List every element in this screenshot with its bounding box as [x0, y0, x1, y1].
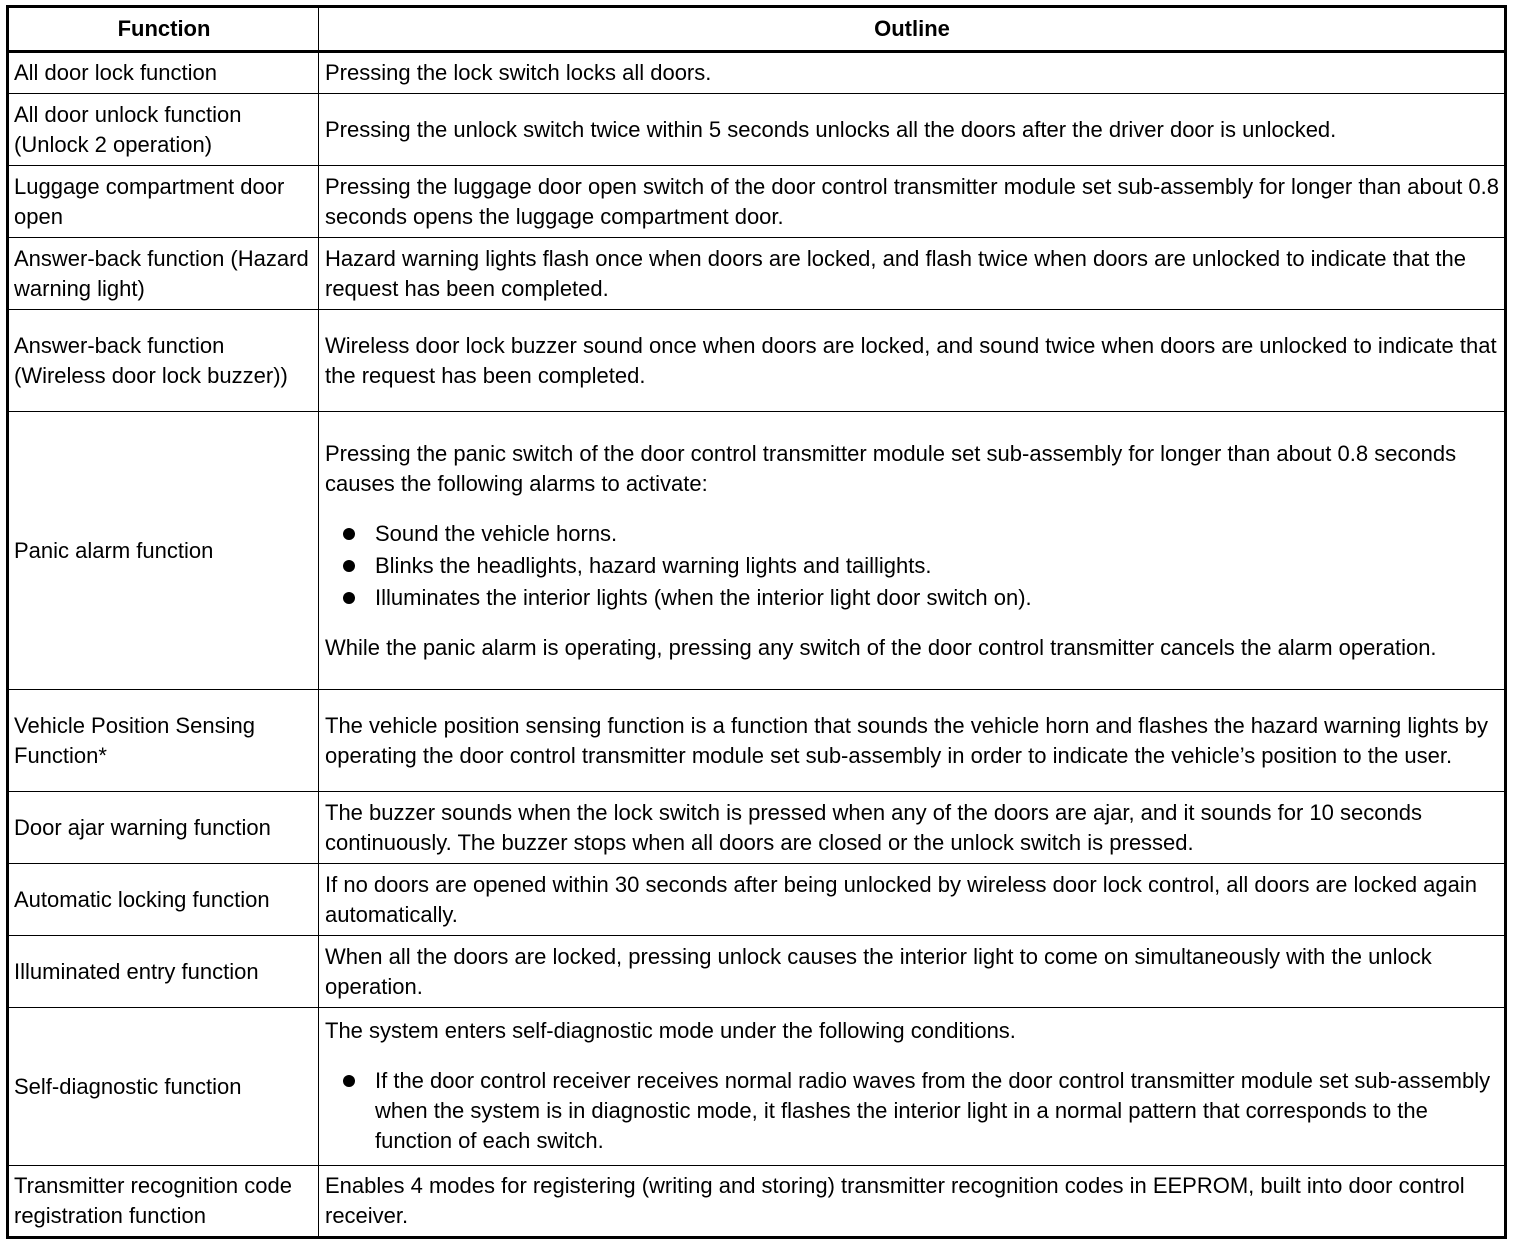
bullet-item: If the door control receiver receives normal radio waves from the door control transmitter module set sub-assembly when the system is in diagnostic mode, it flashes the interior light in a normal pattern that corresponds to the function of each switch.	[339, 1066, 1500, 1156]
outline-text: The buzzer sounds when the lock switch is pressed when any of the doors are ajar, and it sounds for 10 seconds continuously. The buzzer stops when all doors are closed or the unlock switch is pressed.	[325, 799, 1422, 855]
outline-cell	[319, 792, 1506, 864]
function-cell: Self-diagnostic function	[8, 1008, 319, 1166]
bullet-item: Blinks the headlights, hazard warning lights and taillights.	[339, 551, 1500, 581]
outline-text: Enables 4 modes for registering (writing and storing) transmitter recognition codes in EEPROM, built into door control receiver.	[325, 1173, 1465, 1228]
outline-text: Pressing the luggage door open switch of the door control transmitter module set sub-assembly for longer than about 0.8 seconds opens the luggage compartment door.	[325, 173, 1500, 229]
function-cell: All door unlock function (Unlock 2 operation)	[8, 94, 319, 166]
header-outline: Outline	[319, 7, 1506, 52]
table-row	[8, 310, 1506, 412]
outline-text: Hazard warning lights flash once when doors are locked, and flash twice when doors are unlocked to indicate that the request has been completed.	[325, 245, 1467, 301]
table-row	[8, 412, 1506, 690]
header-function: Function	[8, 7, 319, 52]
table-row	[8, 238, 1506, 310]
outline-cell	[319, 936, 1506, 1008]
function-cell: Panic alarm function	[8, 412, 319, 690]
bullet-item: Sound the vehicle horns.	[339, 519, 1500, 549]
bullet-list	[325, 519, 1500, 613]
table-row	[8, 52, 1506, 94]
outline-cell	[319, 690, 1506, 792]
table-row	[8, 1166, 1506, 1238]
outline-cell	[319, 1166, 1506, 1238]
header-row	[8, 7, 1506, 52]
outline-cell	[319, 412, 1506, 690]
bullet-list	[325, 1066, 1500, 1156]
table-row	[8, 94, 1506, 166]
outline-text: Pressing the lock switch locks all doors.	[325, 60, 712, 85]
outline-text: Wireless door lock buzzer sound once when doors are locked, and sound twice when doors are unlocked to indicate that the request has been completed.	[325, 332, 1497, 388]
function-cell: Vehicle Position Sensing Function*	[8, 690, 319, 792]
outline-cell	[319, 52, 1506, 94]
function-cell: Transmitter recognition code registration function	[8, 1166, 319, 1238]
function-cell: Illuminated entry function	[8, 936, 319, 1008]
outline-text: The vehicle position sensing function is a function that sounds the vehicle horn and flashes the hazard warning lights by operating the door control transmitter module set sub-assembly in order to indicate the vehicle’s position to the user.	[325, 712, 1489, 768]
function-cell: All door lock function	[8, 52, 319, 94]
table-row	[8, 792, 1506, 864]
outline-cell	[319, 238, 1506, 310]
table-row	[8, 166, 1506, 238]
table-row	[8, 1008, 1506, 1166]
outline-cell	[319, 1008, 1506, 1166]
function-cell: Answer-back function (Wireless door lock buzzer))	[8, 310, 319, 412]
table-row	[8, 936, 1506, 1008]
function-cell: Door ajar warning function	[8, 792, 319, 864]
outline-text: The system enters self-diagnostic mode under the following conditions.	[325, 1017, 1016, 1043]
outline-cell	[319, 864, 1506, 936]
function-cell: Luggage compartment door open	[8, 166, 319, 238]
outline-text: Pressing the panic switch of the door control transmitter module set sub-assembly for longer than about 0.8 seconds causes the following alarms to activate:	[325, 440, 1457, 496]
function-cell: Automatic locking function	[8, 864, 319, 936]
table-row	[8, 690, 1506, 792]
outline-cell	[319, 166, 1506, 238]
table-row	[8, 864, 1506, 936]
table-body	[8, 52, 1506, 1238]
function-cell: Answer-back function (Hazard warning light)	[8, 238, 319, 310]
outline-text: If no doors are opened within 30 seconds after being unlocked by wireless door lock control, all doors are locked again automatically.	[325, 871, 1478, 927]
outline-text: When all the doors are locked, pressing unlock causes the interior light to come on simultaneously with the unlock operation.	[325, 943, 1432, 999]
outline-cell	[319, 94, 1506, 166]
bullet-item: Illuminates the interior lights (when the interior light door switch on).	[339, 583, 1500, 613]
outline-text: Pressing the unlock switch twice within 5 seconds unlocks all the doors after the driver door is unlocked.	[325, 116, 1337, 142]
function-outline-table	[6, 5, 1507, 1239]
outline-text: While the panic alarm is operating, pressing any switch of the door control transmitter cancels the alarm operation.	[325, 634, 1437, 660]
outline-cell	[319, 310, 1506, 412]
